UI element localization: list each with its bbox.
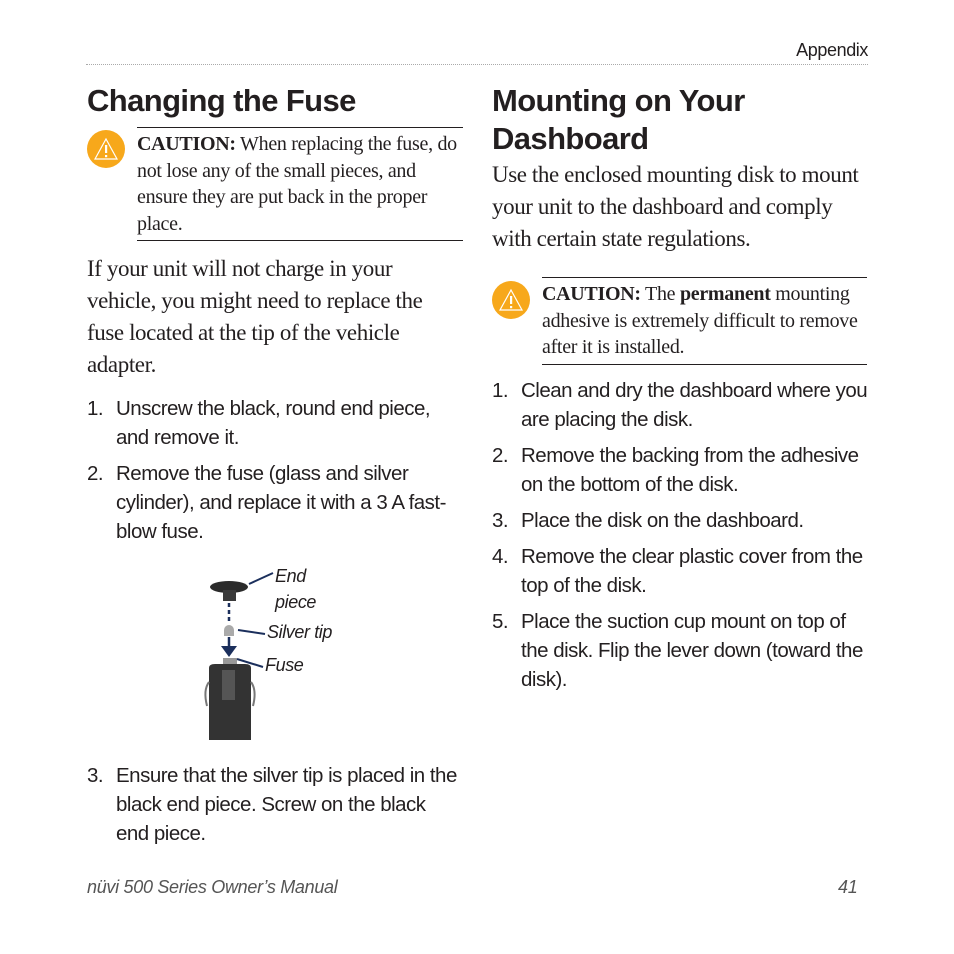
section-title-changing-fuse: Changing the Fuse: [87, 83, 356, 118]
running-header: [86, 40, 868, 65]
step-number: 2.: [87, 462, 104, 485]
caution-text: mounting adhesive is extremely difficult to remove after it is installed.: [542, 283, 858, 358]
label-silver-tip: Silver tip: [267, 622, 333, 642]
fuse-illustration: [195, 560, 365, 745]
intro-paragraph: If your unit will not charge in your vehicle, you might need to replace the fuse located at the tip of the vehicle adapter.: [87, 256, 423, 377]
caution-box: [542, 277, 867, 365]
step-text: Remove the clear plastic cover from the top of the disk.: [521, 545, 863, 597]
label-fuse: Fuse: [265, 655, 304, 675]
footer-manual-title: nüvi 500 Series Owner’s Manual: [87, 877, 338, 897]
left-column: [87, 82, 464, 120]
list-item: [492, 441, 870, 499]
step-number: 4.: [492, 545, 509, 568]
step-number: 5.: [492, 610, 509, 633]
fuse-steps-list: [87, 394, 457, 553]
step-text: Place the disk on the dashboard.: [521, 509, 804, 532]
list-item: [492, 376, 870, 434]
label-end-piece-2: piece: [275, 592, 317, 612]
step-text: Unscrew the black, round end piece, and remove it.: [116, 397, 431, 449]
step-text: Remove the backing from the adhesive on the bottom of the disk.: [521, 444, 859, 496]
caution-text: The: [640, 283, 680, 305]
list-item: [492, 607, 870, 694]
page-number: 41: [838, 877, 858, 897]
caution-text: When replacing the fuse, do not lose any of the small pieces, and ensure they are put back in the proper place.: [137, 133, 457, 235]
step-text: Place the suction cup mount on top of the disk. Flip the lever down (toward the disk).: [521, 610, 863, 691]
list-item: [87, 459, 457, 546]
title-line-2: Dashboard: [492, 121, 649, 156]
list-item: [87, 761, 457, 848]
section-label: Appendix: [796, 40, 868, 60]
list-item: [87, 394, 457, 452]
title-line-1: Mounting on Your: [492, 83, 745, 118]
step-text: Remove the fuse (glass and silver cylinder), and replace it with a 3 A fast-blow fuse.: [116, 462, 446, 543]
right-column: [492, 82, 872, 158]
label-end-piece: End: [275, 566, 306, 586]
step-number: 1.: [87, 397, 104, 420]
fuse-steps-list-continued: [87, 761, 457, 855]
step-number: 3.: [492, 509, 509, 532]
step-text: Ensure that the silver tip is placed in the black end piece. Screw on the black end piece.: [116, 764, 457, 845]
caution-label: CAUTION:: [542, 283, 641, 305]
caution-label: CAUTION:: [137, 133, 236, 155]
caution-box: [137, 127, 463, 241]
warning-icon: [87, 130, 125, 168]
fuse-diagram: [195, 560, 365, 745]
list-item: [492, 542, 870, 600]
warning-icon: [492, 281, 530, 319]
list-item: [492, 506, 870, 535]
step-text: Clean and dry the dashboard where you are placing the disk.: [521, 379, 868, 431]
step-number: 2.: [492, 444, 509, 467]
step-number: 1.: [492, 379, 509, 402]
mounting-steps-list: [492, 376, 870, 701]
caution-emphasis: permanent: [679, 283, 771, 305]
section-title-mounting: [492, 82, 872, 158]
step-number: 3.: [87, 764, 104, 787]
mounting-intro: Use the enclosed mounting disk to mount your unit to the dashboard and comply with certain state regulations.: [492, 162, 859, 251]
